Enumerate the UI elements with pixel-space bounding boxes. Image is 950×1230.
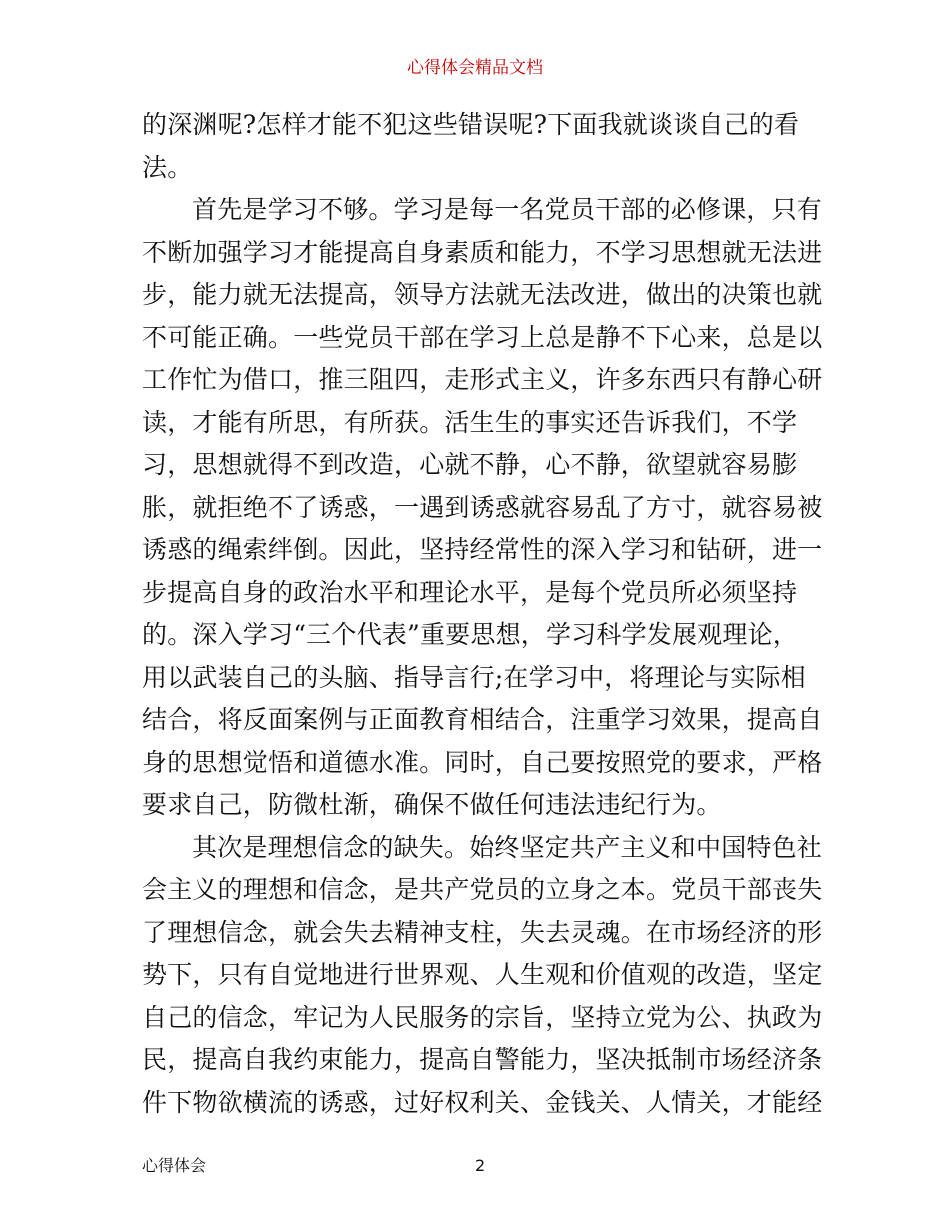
- document-body: [142, 104, 822, 1124]
- text-line: 步提高自身的政治水平和理论水平，是每个党员所必须坚持: [142, 577, 798, 607]
- text-line: 会主义的理想和信念，是共产党员的立身之本。党员干部丧失: [142, 875, 823, 904]
- text-line: 自己的信念，牢记为人民服务的宗旨，坚持立党为公、执政为: [142, 1002, 823, 1032]
- text-line: 不断加强学习才能提高自身素质和能力，不学习思想就无法进: [142, 237, 823, 267]
- text-line: 身的思想觉悟和道德水准。同时，自己要按照党的要求，严格: [142, 747, 823, 777]
- paragraph-start-line: 首先是学习不够。学习是每一名党员干部的必修课，只有: [192, 195, 823, 224]
- text-line: 用以武装自己的头脑、指导言行;在学习中，将理论与实际相: [142, 662, 806, 692]
- text-line: 了理想信念，就会失去精神支柱，失去灵魂。在市场经济的形: [142, 917, 823, 947]
- page-header-title: 心得体会精品文档: [407, 58, 543, 78]
- paragraph-start-line: 其次是理想信念的缺失。始终坚定共产主义和中国特色社: [192, 832, 823, 862]
- text-line: 诱惑的绳索绊倒。因此，坚持经常性的深入学习和钻研，进一: [142, 535, 823, 564]
- text-line: 读，才能有所思，有所获。活生生的事实还告诉我们，不学: [142, 407, 798, 437]
- text-line: 要求自己，防微杜渐，确保不做任何违法违纪行为。: [142, 790, 722, 819]
- page-number: 2: [475, 1156, 486, 1175]
- page-footer: [142, 1156, 822, 1176]
- text-line: 习，思想就得不到改造，心就不静，心不静，欲望就容易膨: [142, 450, 798, 479]
- text-line: 的。深入学习“三个代表”重要思想，学习科学发展观理论，: [142, 620, 798, 649]
- footer-label: 心得体会: [142, 1156, 207, 1175]
- text-line: 件下物欲横流的诱惑，过好权利关、金钱关、人情关，才能经: [142, 1087, 823, 1117]
- text-line: 胀，就拒绝不了诱惑，一遇到诱惑就容易乱了方寸，就容易被: [142, 492, 823, 522]
- text-line: 势下，只有自觉地进行世界观、人生观和价值观的改造，坚定: [142, 960, 823, 989]
- text-line: 结合，将反面案例与正面教育相结合，注重学习效果，提高自: [142, 705, 823, 734]
- text-line: 工作忙为借口，推三阻四，走形式主义，许多东西只有静心研: [142, 365, 823, 394]
- text-line: 民，提高自我约束能力，提高自警能力，坚决抵制市场经济条: [142, 1045, 823, 1074]
- text-line: 法。: [142, 152, 193, 182]
- text-line: 不可能正确。一些党员干部在学习上总是静不下心来，总是以: [142, 322, 823, 352]
- text-line: 步，能力就无法提高，领导方法就无法改进，做出的决策也就: [142, 280, 823, 309]
- text-line: 的深渊呢?怎样才能不犯这些错误呢?下面我就谈谈自己的看: [142, 110, 800, 139]
